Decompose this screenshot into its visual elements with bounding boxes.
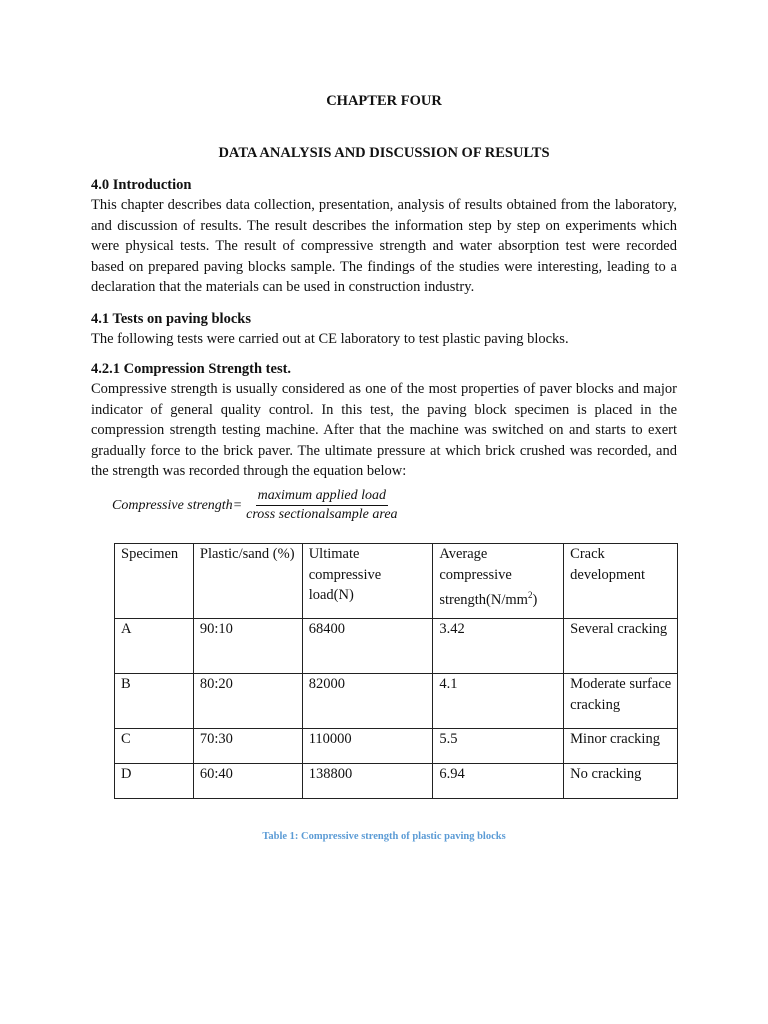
header-crack: Crack development — [564, 544, 678, 619]
header-ratio: Plastic/sand (%) — [193, 544, 302, 619]
cell-specimen: D — [115, 764, 194, 799]
cell-ratio: 70:30 — [193, 729, 302, 764]
cell-load: 82000 — [302, 674, 433, 729]
table-row — [115, 674, 678, 729]
section-heading-compression: 4.2.1 Compression Strength test. — [91, 361, 292, 377]
cell-crack: Moderate surface cracking — [564, 674, 678, 729]
header-strength — [433, 544, 564, 619]
table-caption: Table 1: Compressive strength of plastic paving blocks — [262, 831, 506, 842]
section-compression — [91, 359, 677, 481]
cell-load: 68400 — [302, 619, 433, 674]
equation-lhs: Compressive strength — [112, 497, 233, 513]
header-specimen: Specimen — [115, 544, 194, 619]
cell-specimen: C — [115, 729, 194, 764]
equation-denominator: cross sectionalsample area — [246, 507, 398, 522]
section-introduction — [91, 175, 677, 297]
table-header-row — [115, 544, 678, 619]
cell-load: 138800 — [302, 764, 433, 799]
cell-ratio: 80:20 — [193, 674, 302, 729]
chapter-subtitle: DATA ANALYSIS AND DISCUSSION OF RESULTS — [218, 145, 550, 161]
section-body-tests: The following tests were carried out at CE laboratory to test plastic paving blocks. — [91, 331, 569, 348]
chapter-title: CHAPTER FOUR — [326, 93, 442, 109]
header-strength-close: ) — [532, 591, 538, 608]
header-strength-sup: 2 — [527, 590, 533, 600]
compressive-strength-equation — [112, 488, 400, 523]
section-heading-tests: 4.1 Tests on paving blocks — [91, 311, 251, 327]
section-tests — [91, 309, 677, 350]
cell-specimen: B — [115, 674, 194, 729]
table-row — [115, 729, 678, 764]
cell-strength: 3.42 — [433, 619, 564, 674]
cell-crack: Several cracking — [564, 619, 678, 674]
section-body-introduction: This chapter describes data collection, presentation, analysis of results obtained from the laboratory, and discussion of results. The result describes the information step by step on experiments which were physical tests. The result of compressive strength and water absorption test were recorded based on prepared paving blocks sample. The findings of the studies were interesting, leading to a declaration that the materials can be used in construction industry. — [91, 197, 677, 296]
equation-equals: = — [232, 497, 243, 513]
cell-strength: 4.1 — [433, 674, 564, 729]
equation-numerator: maximum applied load — [256, 488, 388, 506]
cell-strength: 6.94 — [433, 764, 564, 799]
cell-ratio: 90:10 — [193, 619, 302, 674]
table-row — [115, 619, 678, 674]
header-load: Ultimate compressive load(N) — [302, 544, 433, 619]
cell-specimen: A — [115, 619, 194, 674]
cell-strength: 5.5 — [433, 729, 564, 764]
header-strength-text: Average compressive strength(N/mm — [439, 546, 528, 608]
cell-crack: No cracking — [564, 764, 678, 799]
cell-crack: Minor cracking — [564, 729, 678, 764]
cell-load: 110000 — [302, 729, 433, 764]
equation-fraction — [244, 488, 399, 523]
section-body-compression: Compressive strength is usually considered as one of the most properties of paver blocks and major indicator of general quality control. In this test, the paving block specimen is placed in the compression strength testing machine. After that the machine was switched on and starts to exert gradually force to the brick paver. The ultimate pressure at which brick crushed was recorded, and the strength was recorded through the equation below: — [91, 381, 677, 480]
section-heading-introduction: 4.0 Introduction — [91, 177, 192, 193]
results-table — [114, 543, 678, 799]
table-row — [115, 764, 678, 799]
cell-ratio: 60:40 — [193, 764, 302, 799]
